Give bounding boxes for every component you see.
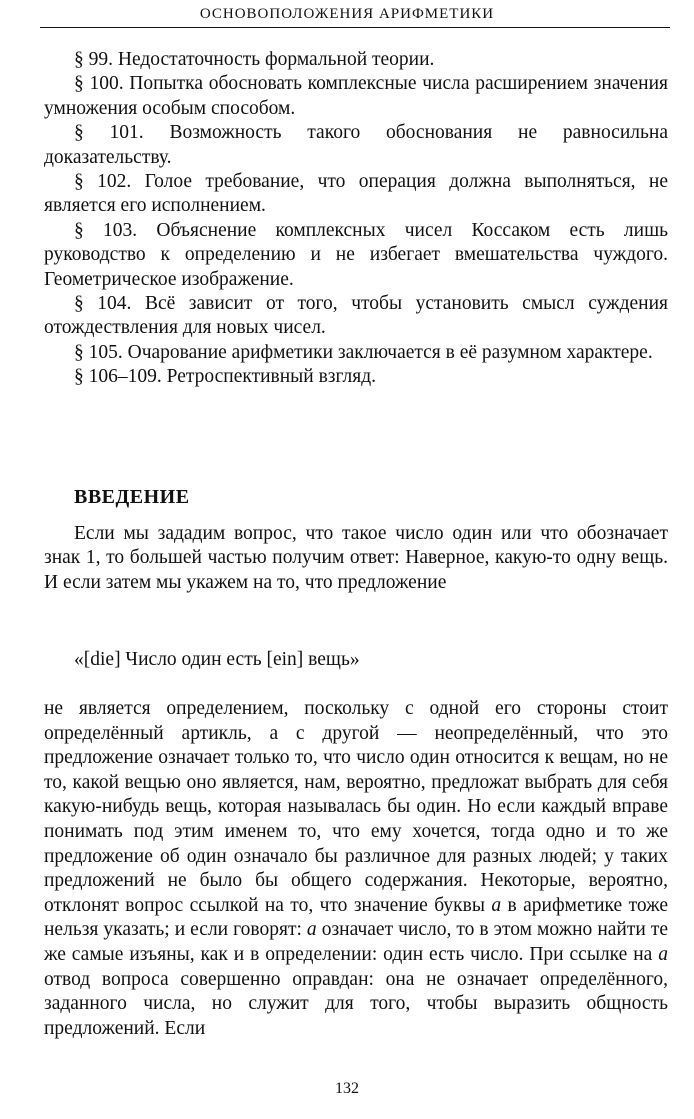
body-text <box>44 697 668 1041</box>
intro-text: Если мы зададим вопрос, что такое число один или что обозначает знак 1, то большей частью получим ответ: Наверное, какую-то одну вещь. И если затем мы укажем на то, что предложение <box>44 523 668 593</box>
quoted-sentence: «[die] Число один есть [ein] вещь» <box>74 649 360 670</box>
body-text-segment: отвод вопроса совершенно оправдан: она не означает определённого, заданного числа, но служит для того, чтобы выразить общность предложений. Если <box>44 968 668 1039</box>
section-heading: ВВЕДЕНИЕ <box>74 486 190 508</box>
toc-entry: § 106–109. Ретроспективный взгляд. <box>74 366 377 388</box>
page-number: 132 <box>335 1080 359 1097</box>
toc-entry: § 104. Всё зависит от того, чтобы установить смысл суждения отождествления для новых чисел. <box>44 293 668 339</box>
running-header: ОСНОВОПОЛОЖЕНИЯ АРИФМЕТИКИ <box>199 6 495 22</box>
toc-entry: § 101. Возможность такого обоснования не равносильна доказательству. <box>44 122 668 168</box>
toc-entry: § 102. Голое требование, что операция должна выполняться, не является его исполнением. <box>44 171 668 217</box>
variable-a: a <box>306 919 317 941</box>
toc-entry: § 99. Недостаточность формальной теории. <box>74 49 435 70</box>
intro-paragraph <box>44 522 668 595</box>
toc-entry: § 100. Попытка обосновать комплексные числа расширением значения умножения особым способом. <box>44 73 668 119</box>
variable-a: a <box>658 943 668 965</box>
body-text-segment: означает число, то в этом можно найти те же самые изъяны, как и в определении: один есть число. При ссылке на <box>44 919 668 965</box>
body-text-segment: в арифметике тоже нельзя указать; и если говорят: <box>44 894 668 941</box>
variable-a: a <box>491 894 502 916</box>
table-of-contents <box>44 48 668 390</box>
body-text-segment: не является определением, поскольку с одной его стороны стоит определённый артикль, а с другой — неопределённый, что это предложение означает только то, что число один относится к вещам, но не то, какой вещью оно является, нам, вероятно, предложат выбрать для себя какую-нибудь вещь, которая называлась бы один. Но если каждый вправе понимать под этим именем то, что ему хочется, тогда одно и то же предложение об один означало бы различное для разных людей; у таких предложений не было бы общего содержания. Некоторые, вероятно, отклонят вопрос ссылкой на то, что значение буквы <box>44 698 668 916</box>
body-paragraph <box>44 697 668 1041</box>
header-rule <box>40 27 670 28</box>
toc-entry: § 103. Объяснение комплексных чисел Коссаком есть лишь руководство к определению и не избегает вмешательства чуждого. Геометрическое изображение. <box>44 219 668 290</box>
toc-entry: § 105. Очарование арифметики заключается в её разумном характере. <box>74 341 653 363</box>
